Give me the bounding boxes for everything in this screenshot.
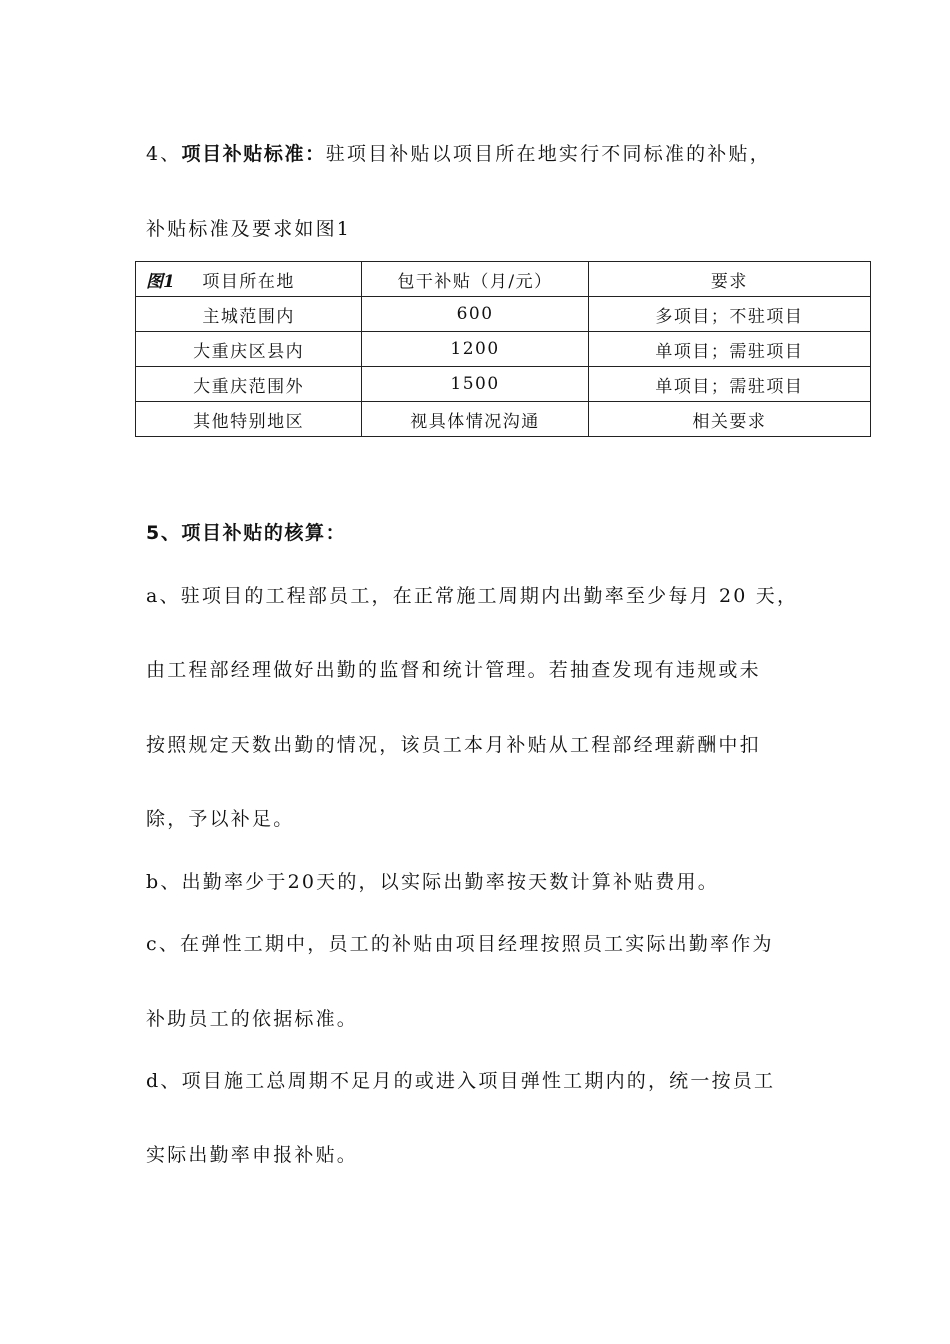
- table-row: [136, 332, 871, 367]
- section4-prefix: 4、: [146, 143, 182, 165]
- section5-line: 由工程部经理做好出勤的监督和统计管理。若抽查发现有违规或未: [146, 659, 761, 681]
- section4-heading: 项目补贴标准：: [181, 143, 326, 165]
- table-header-row: [136, 262, 871, 297]
- table-row: [136, 367, 871, 402]
- table-cell: 单项目；需驻项目: [588, 332, 870, 367]
- figure-label: 图1: [146, 272, 175, 292]
- table-cell: 多项目；不驻项目: [588, 297, 870, 332]
- table-cell: 600: [362, 297, 588, 332]
- section5-line: b、出勤率少于20天的，以实际出勤率按天数计算补贴费用。: [146, 871, 719, 893]
- section4-text2: 补贴标准及要求如图1: [146, 218, 352, 240]
- table-cell: 主城范围内: [136, 297, 362, 332]
- section5-line: c、在弹性工期中，员工的补贴由项目经理按照员工实际出勤率作为: [146, 933, 774, 955]
- header-subsidy: 包干补贴（月/元）: [362, 262, 588, 297]
- table-cell: 视具体情况沟通: [362, 402, 588, 437]
- section5-line: a、驻项目的工程部员工，在正常施工周期内出勤率至少每月 20 天，: [146, 585, 799, 607]
- header-location: [136, 262, 362, 297]
- table-row: [136, 402, 871, 437]
- section4-line: [146, 139, 771, 166]
- table-cell: 1200: [362, 332, 588, 367]
- section5-line: 除，予以补足。: [146, 808, 295, 830]
- table-cell: 1500: [362, 367, 588, 402]
- header-requirement: 要求: [588, 262, 870, 297]
- table-cell: 相关要求: [588, 402, 870, 437]
- table-cell: 大重庆范围外: [136, 367, 362, 402]
- table-cell: 单项目；需驻项目: [588, 367, 870, 402]
- section5-line: 按照规定天数出勤的情况，该员工本月补贴从工程部经理薪酬中扣: [146, 734, 761, 756]
- section5-heading: 5、项目补贴的核算：: [146, 522, 347, 544]
- subsidy-table: [135, 261, 871, 437]
- table-cell: 大重庆区县内: [136, 332, 362, 367]
- table-cell: 其他特别地区: [136, 402, 362, 437]
- section4-text: 驻项目补贴以项目所在地实行不同标准的补贴，: [325, 143, 771, 165]
- header-location-label: 项目所在地: [202, 271, 295, 292]
- table-row: [136, 297, 871, 332]
- section5-line: 实际出勤率申报补贴。: [146, 1144, 359, 1166]
- section5-line: d、项目施工总周期不足月的或进入项目弹性工期内的，统一按员工: [146, 1070, 776, 1092]
- section5-line: 补助员工的依据标准。: [146, 1008, 359, 1030]
